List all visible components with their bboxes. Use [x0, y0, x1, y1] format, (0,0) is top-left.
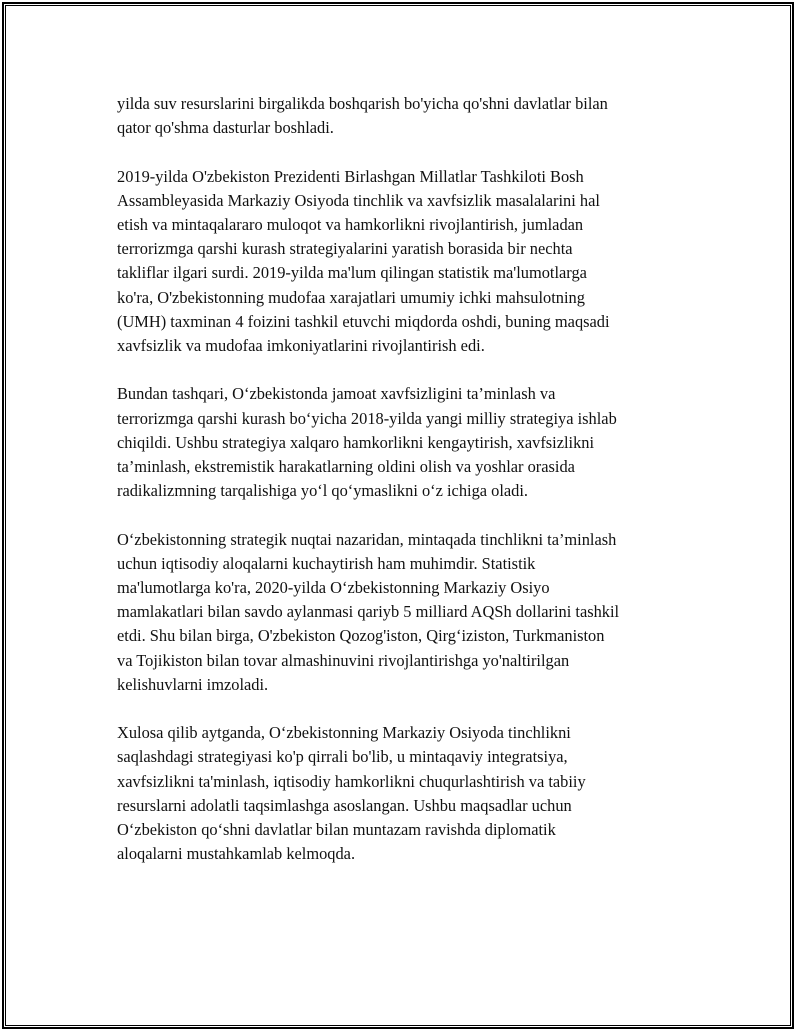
text-line: Assambleyasida Markaziy Osiyoda tinchlik va xavfsizlik masalalarini hal [117, 190, 600, 210]
paragraph-1 [117, 92, 697, 140]
document-body [117, 92, 697, 891]
text-line: xavfsizlikni ta'minlash, iqtisodiy hamkorlikni chuqurlashtirish va tabiiy [117, 771, 586, 791]
text-line: qator qo'shma dasturlar boshladi. [117, 118, 334, 138]
text-line: saqlashdagi strategiyasi ko'p qirrali bo'lib, u mintaqaviy integratsiya, [117, 747, 568, 767]
text-line: va Tojikiston bilan tovar almashinuvini rivojlantirishga yo'naltirilgan [117, 650, 570, 670]
text-line: yilda suv resurslarini birgalikda boshqarish bo'yicha qo'shni davlatlar bilan [117, 94, 608, 113]
paragraph-4 [117, 528, 697, 697]
text-line: ko'ra, O'zbekistonning mudofaa xarajatlari umumiy ichki mahsulotning [117, 287, 585, 307]
text-line: ma'lumotlarga ko'ra, 2020-yilda O‘zbekistonning Markaziy Osiyo [117, 578, 550, 598]
text-line: resurslarni adolatli taqsimlashga asoslangan. Ushbu maqsadlar uchun [117, 795, 572, 815]
paragraph-2 [117, 165, 697, 359]
text-line: O‘zbekiston qo‘shni davlatlar bilan muntazam ravishda diplomatik [117, 820, 556, 840]
text-line: takliflar ilgari surdi. 2019-yilda ma'lum qilingan statistik ma'lumotlarga [117, 263, 587, 283]
paragraph-5 [117, 721, 697, 866]
paragraph-3 [117, 382, 697, 503]
text-line: chiqildi. Ushbu strategiya xalqaro hamkorlikni kengaytirish, xavfsizlikni [117, 432, 595, 452]
text-line: ta’minlash, ekstremistik harakatlarning oldini olish va yoshlar orasida [117, 457, 575, 477]
text-line: etish va mintaqalararo muloqot va hamkorlikni rivojlantirish, jumladan [117, 215, 584, 234]
text-line: Bundan tashqari, O‘zbekistonda jamoat xavfsizligini ta’minlash va [117, 384, 556, 404]
text-line: terrorizmga qarshi kurash strategiyalarini yaratish borasida bir nechta [117, 239, 573, 259]
text-line: terrorizmga qarshi kurash bo‘yicha 2018-yilda yangi milliy strategiya ishlab [117, 408, 617, 428]
text-line: 2019-yilda O'zbekiston Prezidenti Birlashgan Millatlar Tashkiloti Bosh [117, 166, 584, 186]
text-line: uchun iqtisodiy aloqalarni kuchaytirish ham muhimdir. Statistik [117, 553, 536, 573]
text-line: radikalizmning tarqalishiga yo‘l qo‘ymaslikni o‘z ichiga oladi. [117, 481, 529, 501]
text-line: aloqalarni mustahkamlab kelmoqda. [117, 844, 356, 864]
text-line: (UMH) taxminan 4 foizini tashkil etuvchi miqdorda oshdi, buning maqsadi [117, 311, 610, 331]
text-line: mamlakatlari bilan savdo aylanmasi qariyb 5 milliard AQSh dollarini tashkil [117, 602, 620, 622]
text-line: etdi. Shu bilan birga, O'zbekiston Qozog'iston, Qirg‘iziston, Turkmaniston [117, 626, 605, 646]
text-line: O‘zbekistonning strategik nuqtai nazaridan, mintaqada tinchlikni ta’minlash [117, 529, 617, 549]
text-line: kelishuvlarni imzoladi. [117, 674, 269, 694]
text-line: Xulosa qilib aytganda, O‘zbekistonning Markaziy Osiyoda tinchlikni [117, 723, 571, 743]
text-line: xavfsizlik va mudofaa imkoniyatlarini rivojlantirish edi. [117, 336, 485, 356]
